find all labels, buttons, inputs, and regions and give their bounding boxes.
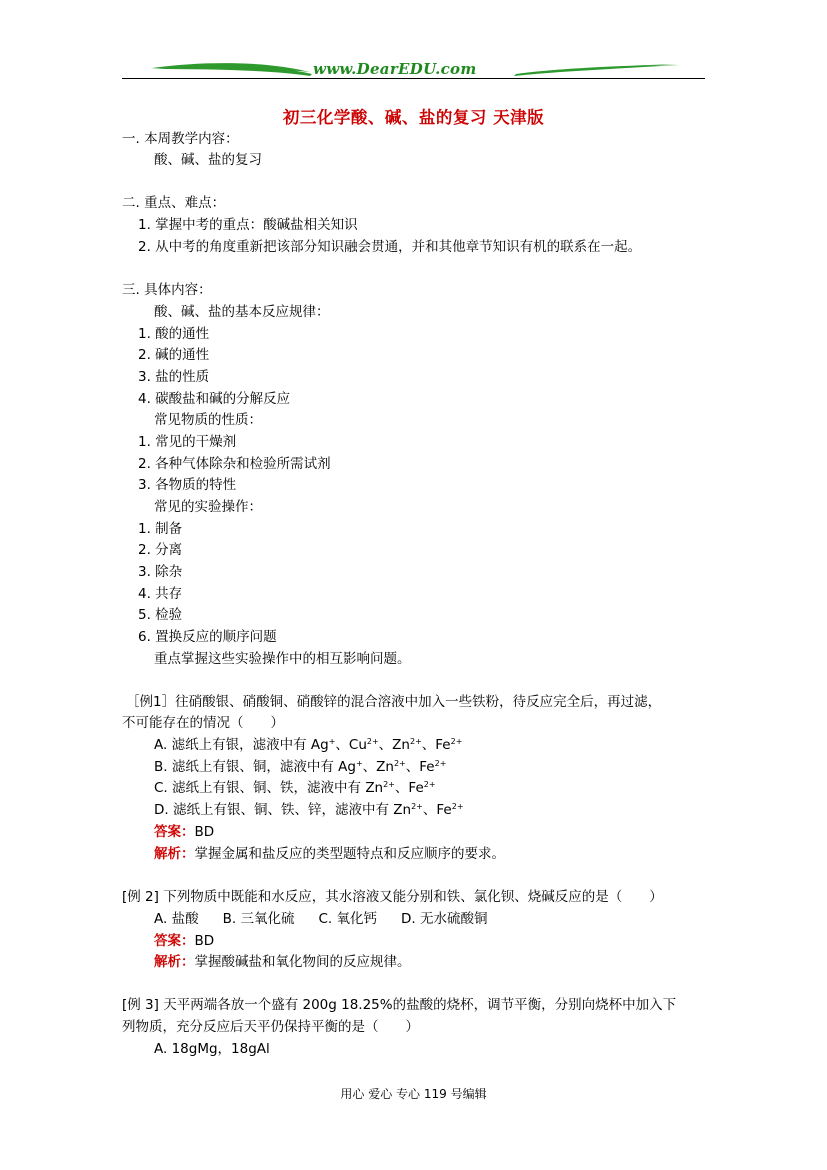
example-2-question: [例 2] 下列物质中既能和水反应，其水溶液又能分别和铁、氯化钡、烧碱反应的是（ ） (122, 889, 663, 905)
example-2-option: B. 三氧化硫 (222, 911, 295, 927)
section-3-subheading: 常见的实验操作： (154, 499, 262, 515)
list-item: 1. 酸的通性 (138, 326, 210, 342)
example-1-analysis: 解析：掌握金属和盐反应的类型题特点和反应顺序的要求。 (154, 846, 505, 862)
example-2-option: A. 盐酸 (154, 911, 199, 927)
list-item: 3. 盐的性质 (138, 369, 210, 385)
example-3-question: [例 3] 天平两端各放一个盛有 200g 18.25%的盐酸的烧杯，调节平衡，分别向烧杯中加入下 (122, 997, 677, 1013)
example-3-question-cont: 列物质，充分反应后天平仍保持平衡的是（ ） (122, 1019, 419, 1035)
list-item: 1. 常见的干燥剂 (138, 434, 237, 450)
section-1-content: 酸、碱、盐的复习 (154, 152, 262, 168)
analysis-label: 解析： (154, 846, 195, 862)
section-2-item: 2. 从中考的角度重新把该部分知识融会贯通，并和其他章节知识有机的联系在一起。 (138, 239, 642, 255)
example-2-answer: 答案：BD (154, 933, 215, 949)
answer-label: 答案： (154, 933, 195, 949)
example-1-option-c: C. 滤纸上有银、铜、铁，滤液中有 $Zn^{2+}$、$Fe^{2+}$ (154, 780, 436, 796)
header-logo-text: www.DearEDU.com (313, 60, 477, 78)
section-3-heading: 三. 具体内容： (122, 282, 212, 298)
list-item: 5. 检验 (138, 607, 183, 623)
page-footer: 用心 爱心 专心 119 号编辑 (340, 1087, 487, 1101)
section-2-item: 1. 掌握中考的重点：酸碱盐相关知识 (138, 217, 358, 233)
example-1-option-d: D. 滤纸上有银、铜、铁、锌，滤液中有 $Zn^{2+}$、$Fe^{2+}$ (154, 802, 464, 818)
answer-label: 答案： (154, 824, 195, 840)
list-item: 2. 各种气体除杂和检验所需试剂 (138, 456, 331, 472)
example-1-option-b: B. 滤纸上有银、铜，滤液中有 Ag+、$Zn^{2+}$、$Fe^{2+}$ (154, 759, 447, 775)
list-item: 6. 置换反应的顺序问题 (138, 629, 277, 645)
example-3-option-a: A. 18gMg，18gAl (154, 1041, 270, 1057)
section-3-subheading: 酸、碱、盐的基本反应规律： (154, 304, 330, 320)
section-3-summary: 重点掌握这些实验操作中的相互影响问题。 (154, 651, 411, 667)
list-item: 4. 碳酸盐和碱的分解反应 (138, 391, 291, 407)
example-2-option: D. 无水硫酸铜 (400, 911, 488, 927)
example-1-question: ［例1］往硝酸银、硝酸铜、硝酸锌的混合溶液中加入一些铁粉，待反应完全后，再过滤， (126, 694, 662, 710)
analysis-label: 解析： (154, 954, 195, 970)
example-1-option-a: A. 滤纸上有银，滤液中有 Ag+、$Cu^{2+}$、$Zn^{2+}$、$Fe^{2+}$ (154, 737, 463, 753)
example-1-question-cont: 不可能存在的情况（ ） (122, 715, 284, 731)
page-title: 初三化学酸、碱、盐的复习 天津版 (282, 108, 545, 127)
header-rule (122, 78, 705, 79)
list-item: 4. 共存 (138, 586, 183, 602)
example-2-analysis: 解析：掌握酸碱盐和氧化物间的反应规律。 (154, 954, 411, 970)
list-item: 3. 除杂 (138, 564, 183, 580)
example-2-options (154, 910, 511, 928)
list-item: 2. 碱的通性 (138, 347, 210, 363)
example-2-option: C. 氧化钙 (318, 911, 377, 927)
example-1-answer: 答案：BD (154, 824, 215, 840)
section-2-heading: 二. 重点、难点： (122, 195, 226, 211)
list-item: 1. 制备 (138, 521, 183, 537)
section-3-subheading: 常见物质的性质： (154, 412, 262, 428)
list-item: 3. 各物质的特性 (138, 477, 237, 493)
section-1-heading: 一. 本周教学内容： (122, 131, 239, 147)
list-item: 2. 分离 (138, 542, 183, 558)
